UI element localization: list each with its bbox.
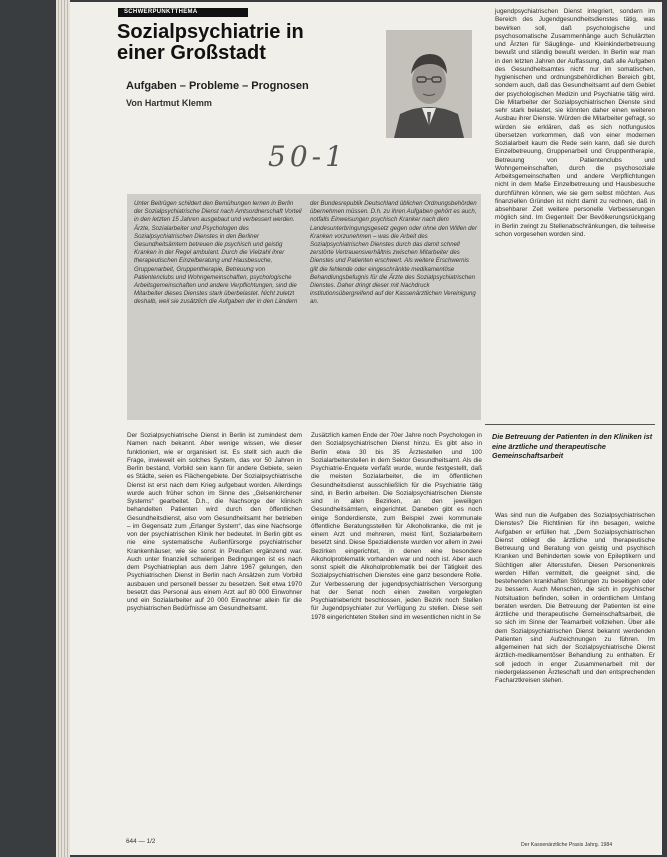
article-subtitle: Aufgaben – Probleme – Prognosen — [126, 80, 309, 92]
article-title: Sozialpsychiatrie in einer Großstadt — [117, 21, 304, 64]
body-column-2: Zusätzlich kamen Ende der 70er Jahre noch Psychologen in den Sozialpsychiatrischen Dienst hinzu. Es gibt also in Berlin etwa 30 bis 35 Ärztestellen und 100 Sozialarbeiterstellen in dem Sektor Gesundheitsamt. Als die Psychiatrie-Enquete verfaßt wurde, wurde festgestellt, daß die meisten Sozialarbeiter, die im öffentlichen Gesundheitsdienst ausschließlich für die Psychiatrie tätig sind, in Berlin arbeiten. Die Sozialpsychiatrischen Dienste sind in allen Bezirken, an den jeweiligen Gesundheitsämtern, eingerichtet. Daneben gibt es noch einige Sonderdienste, zum Beispiel zwei kommunale öffentliche Beratungsstellen für Alkoholkranke, die mit je einem Arzt und mehreren, meist fünf, Sozialarbeitern besetzt sind. Diese Spezialdienste wurden vor allem in zwei Bezirken eingerichtet, in denen eine besondere Alkoholproblematik vorhanden war und noch ist. Aber auch sonst spielt die Alkoholproblematik bei der Tätigkeit des Sozialpsychiatrischen Dienstes eine ganz besondere Rolle. Zur Verbesserung der jugendpsychiatrischen Versorgung hat der Senat noch einen zweiten vorgelegten Psychiatriebericht beschlossen, jeden Bezirk noch Stellen für Jugendpsychiater zur Verfügung zu stellen. Diese seit 1978 eingerichteten Stellen sind im wesentlichen nicht in Se — [311, 432, 482, 621]
handwritten-mark: 50-1 — [268, 140, 347, 173]
author-byline: Von Hartmut Klemm — [126, 98, 212, 108]
journal-footer: Der Kassenärztliche Praxis Jahrg. 1984 — [521, 842, 613, 848]
section-heading: Die Betreuung der Patienten in den Kliniken ist eine ärztliche und therapeutische Gemeinschaftsarbeit — [492, 432, 653, 460]
portrait-image — [386, 30, 472, 138]
page-number: 644 — 1/2 — [126, 838, 156, 845]
intro-text: Unter Beitrügen schildert den Bemühungen lernen in Berlin der Sozialpsychiatrische Dienst nach Amtsordnerschaft Vorteil in den letzten 15 Jahren ausgebaut und verbessert werden. Ärzte, Sozialarbeiter und Psychologen des Sozialpsychiatrischen Dienstes in den Berliner Gesundheitsämtern betreuen die psychisch und geistig Kranken in der Regel ambulant. Durch die Vielzahl ihrer therapeutischen Einzelberatung und Hausbesuche, Gruppenarbeit, Gruppentherapie, Betreuung von Patientenclubs und Wohngemeinschaften, psychologische Arbeitsgemeinschaften und andere Verpflichtungen, sind die Mitarbeiter dieses Dienstes stark überbelastet. Nicht zuletzt deshalb, weil sie zusätzlich die Aufgaben der in den Ländern der Bundesrepublik Deutschland üblichen Ordnungsbehörden übernehmen müssen. D.h. zu ihren Aufgaben gehört es auch, notfalls Einweisungen psychisch Kranker nach dem Landesunterbringungsgesetz gegen oder ohne den Willen der Kranken vorzunehmen – was die Arbeit des Sozialpsychiatrischen Dienstes durch das damit schnell zerstörte Vertrauensverhältnis zwischen Mitarbeiter des Dienstes und Patienten erschwert. Als weitere Erschwernis gilt die fehlende oder eingeschränkte medikamentöse Behandlungsbefugnis für die Ärzte des Sozialpsychiatrischen Dienstes. Daher dringt dieser mit Nachdruck institutionsübergreifend auf der Kassenärztlichen Vereinigung an. — [134, 200, 477, 306]
body-column-3-bottom: Was sind nun die Aufgaben des Sozialpsychiatrischen Dienstes? Die Richtlinien für ihn besagen, welche Aufgaben er erfüllen hat. „Dem Sozialpsychiatrischen Dienst obliegt die ärztliche und therapeutische Betreuung und Beratung von geistig und psychisch Kranken und Behinderten sowie von Epileptikern und Süchtigen aller Altersstufen. Diesen Personenkreis werden Hilfen vermittelt, die geeignet sind, die bestehenden krankhaften Störungen zu beseitigen oder zu bessern. Auch Menschen, die sich in psychischer Notsituation befinden, sollen in ordentlichem Umfang beraten werden. Die Betreuung der Patienten ist eine ärztliche und therapeutische Gemeinschaftsarbeit, die so sich im Sinne der Teamarbeit vollziehen. Über alle dem Sozialpsychiatrischen Dienst bekannt werdenden Patienten sind Aufzeichnungen zu führen. Im allgemeinen hat sich der Sozialpsychiatrische Dienst ärztlich-medikamentöser Behandlung zu enthalten. Er soll jedoch in enger Zusammenarbeit mit der niedergelassenen Ärzteschaft und den entsprechenden Facharztkreisen stehen. — [495, 512, 655, 684]
body-column-3-top: jugendpsychiatrischen Dienst integriert, sondern im Bereich des Jugendgesundheitsdienstes tätig, was bewirken soll, daß psychologische und psychosomatische Zusammenhänge auch Schulärzten und Ärzten für Säuglinge- und Kleinkinderbetreuung bewußt und ständig bewußt werden. In Berlin war man in den letzten Jahren der Auffassung, daß alle Aufgaben des Gesundheitsamtes nicht nur im somatischen, hygienischen und ordnungsbehördlichen Bereich gibt, sondern auch, daß das Gesundheitsamt auf dem Gebiet der psychologischen Medizin und Psychiatrie tätig wird. Die Mitarbeiter der Sozialpsychiatrischen Dienste sind sehr stark belastet, sie könnten daher einen weiteren Ausbau ihrer Dienste. Würden die Mitarbeiter gefragt, so würden sie erklären, daß es sich notfunguslos übersetzen vorkommen, daß von einer modernen Sozialarbeit kaum die Rede sein kann, daß sie durch Einzelbetreuung, Gruppenarbeit und Gruppentherapie, Betreuung von Patientenclubs und Wohngemeinschaften, durch die psychosoziale Arbeitsgemeinschaften und andere Verpflichtungen nicht in dem Maße Einzelbetreuung und Hausbesuche durchführen können, wie sie gern selbst möchten. Aus finanziellen Gründen ist nicht damit zu rechnen, daß in absehbarer Zeit weitere personelle Verbesserungen möglich sind. Im Gegenteil: Der Bevölkerungsrückgang in Berlin zwingt zu Stellenabschränkungen, die teilweise schon vorgesehen worden sind. — [495, 8, 655, 238]
section-divider — [485, 424, 655, 425]
section-kicker: SCHWERPUNKTTHEMA — [118, 8, 248, 17]
body-column-1: Der Sozialpsychiatrische Dienst in Berlin ist zumindest dem Namen nach bekannt. Aber wenige wissen, wie dieser funktioniert, wie er organisiert ist. Es stellt sich auch die Frage, inwieweit ein solches System, das vor 50 Jahren in Berlin bestand, Vorbild sein kann für andere Gebiete, seien es Städte, seien es Flächengebiete. Der Sozialpsychiatrische Dienst ist erst nach dem Krieg aufgebaut worden. Allerdings wurde auch früher schon im Sinne des „Gelsenkirchener Systems“ gearbeitet. D.h., die Nachsorge der klinisch behandelten Patienten wird durch den öffentlichen Gesundheitsdienst, also vom Gesundheitsamt her betrieben – im Gegensatz zum „Erlanger System“, das eine Nachsorge von der psychiatrischen Klinik her bedeutet. In Berlin gibt es nie eine systematische Außenfürsorge psychiatrischer Krankenhäuser, wie sie sonst in Preußen ergänzend war. Auch unter finanziell schwierigen Bedingungen ist es nach dem Psychiatrieplan aus dem Jahre 1967 gelungen, den Psychiatrischen Dienst in Berlin nach Ansätzen zum Vorbild ausbauen und personell besser zu besetzen. Seit etwa 1970 besetzt das Personal aus einem Arzt auf 80 000 Einwohner und ein Sozialarbeiter auf 20 000 Einwohner allein für die psychiatrischen Bedürfnisse am Gesundheitsamt. — [127, 432, 302, 613]
author-photo — [386, 30, 472, 138]
